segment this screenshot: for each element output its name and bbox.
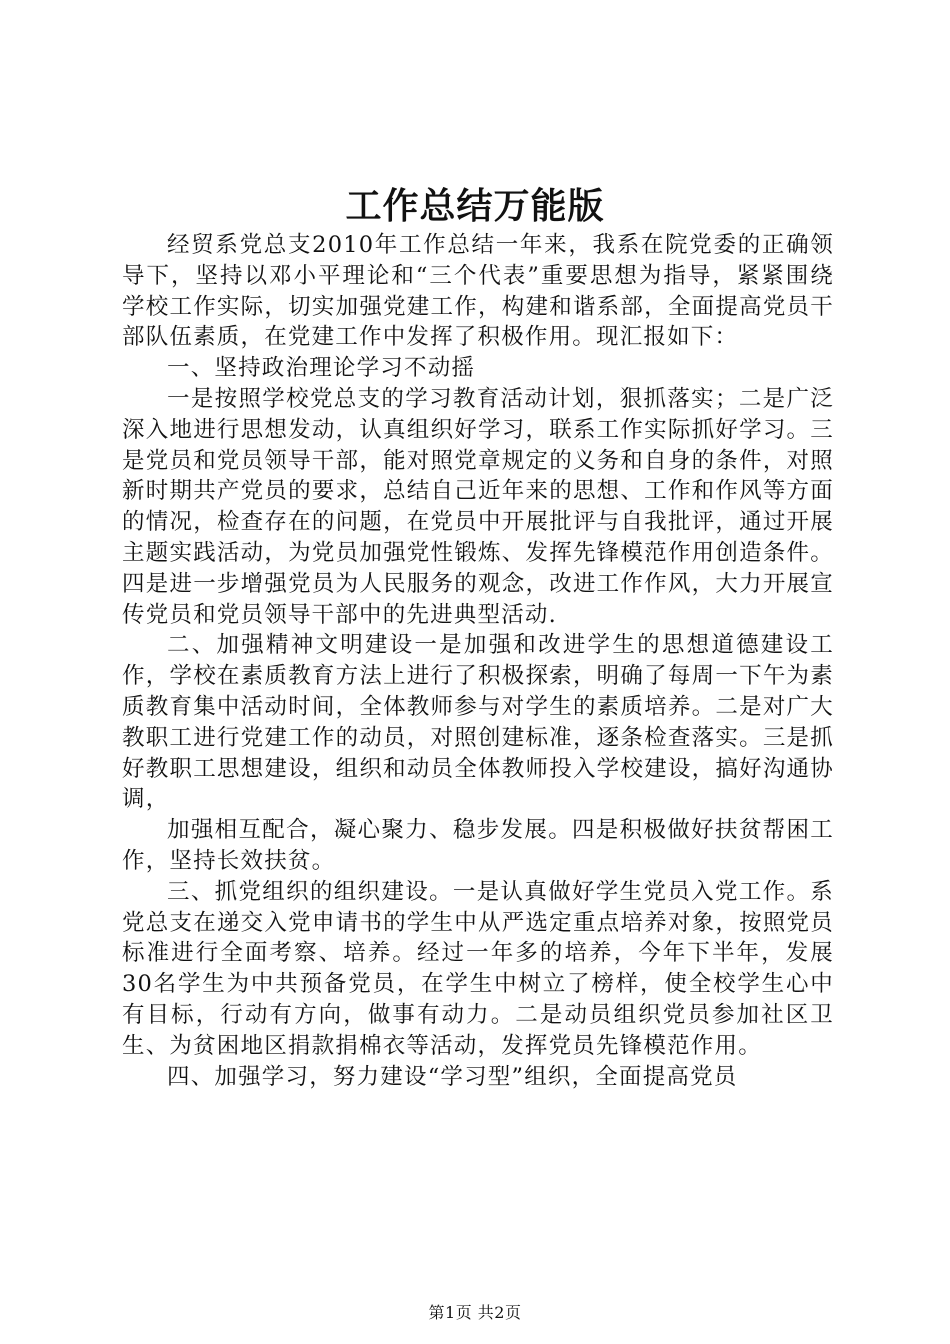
document-title: 工作总结万能版 xyxy=(345,186,605,227)
paragraph-section-2: 二、加强精神文明建设一是加强和改进学生的思想道德建设工作，学校在素质教育方法上进行了积极探索，明确了每周一下午为素质教育集中活动时间，全体教师参与对学生的素质培养。二是对广大教职工进行党建工作的动员，对照创建标准，逐条检查落实。三是抓好教职工思想建设，组织和动员全体教师投入学校建设，搞好沟通协调， xyxy=(122,632,834,813)
paragraph-section-1: 一是按照学校党总支的学习教育活动计划，狠抓落实；二是广泛深入地进行思想发动，认真组织好学习，联系工作实际抓好学习。三是党员和党员领导干部，能对照党章规定的义务和自身的条件，对照新时期共产党员的要求，总结自己近年来的思想、工作和作风等方面的情况，检查存在的问题，在党员中开展批评与自我批评，通过开展主题实践活动，为党员加强党性锻炼、发挥先锋模范作用创造条件。四是进一步增强党员为人民服务的观念，改进工作作风，大力开展宣传党员和党员领导干部中的先进典型活动. xyxy=(122,385,834,628)
paragraph-section-4: 四、加强学习，努力建设“学习型”组织，全面提高党员 xyxy=(167,1063,738,1090)
document-body xyxy=(122,230,834,1092)
paragraph-section-2-continued: 加强相互配合，凝心聚力、稳步发展。四是积极做好扶贫帮困工作，坚持长效扶贫。 xyxy=(122,817,834,874)
section-heading-1: 一、坚持政治理论学习不动摇 xyxy=(167,355,476,382)
paragraph-section-3: 三、抓党组织的组织建设。一是认真做好学生党员入党工作。系党总支在递交入党申请书的学生中从严选定重点培养对象，按照党员标准进行全面考察、培养。经过一年多的培养，今年下半年，发展30名学生为中共预备党员，在学生中树立了榜样，使全校学生心中有目标，行动有方向，做事有动力。二是动员组织党员参加社区卫生、为贫困地区捐款捐棉衣等活动，发挥党员先锋模范作用。 xyxy=(122,878,834,1059)
page-number-footer: 第1页 共2页 xyxy=(428,1303,522,1322)
paragraph-intro: 经贸系党总支2010年工作总结一年来，我系在院党委的正确领导下，坚持以邓小平理论和“三个代表”重要思想为指导，紧紧围绕学校工作实际，切实加强党建工作，构建和谐系部，全面提高党员干部队伍素质，在党建工作中发挥了积极作用。现汇报如下： xyxy=(122,232,834,351)
